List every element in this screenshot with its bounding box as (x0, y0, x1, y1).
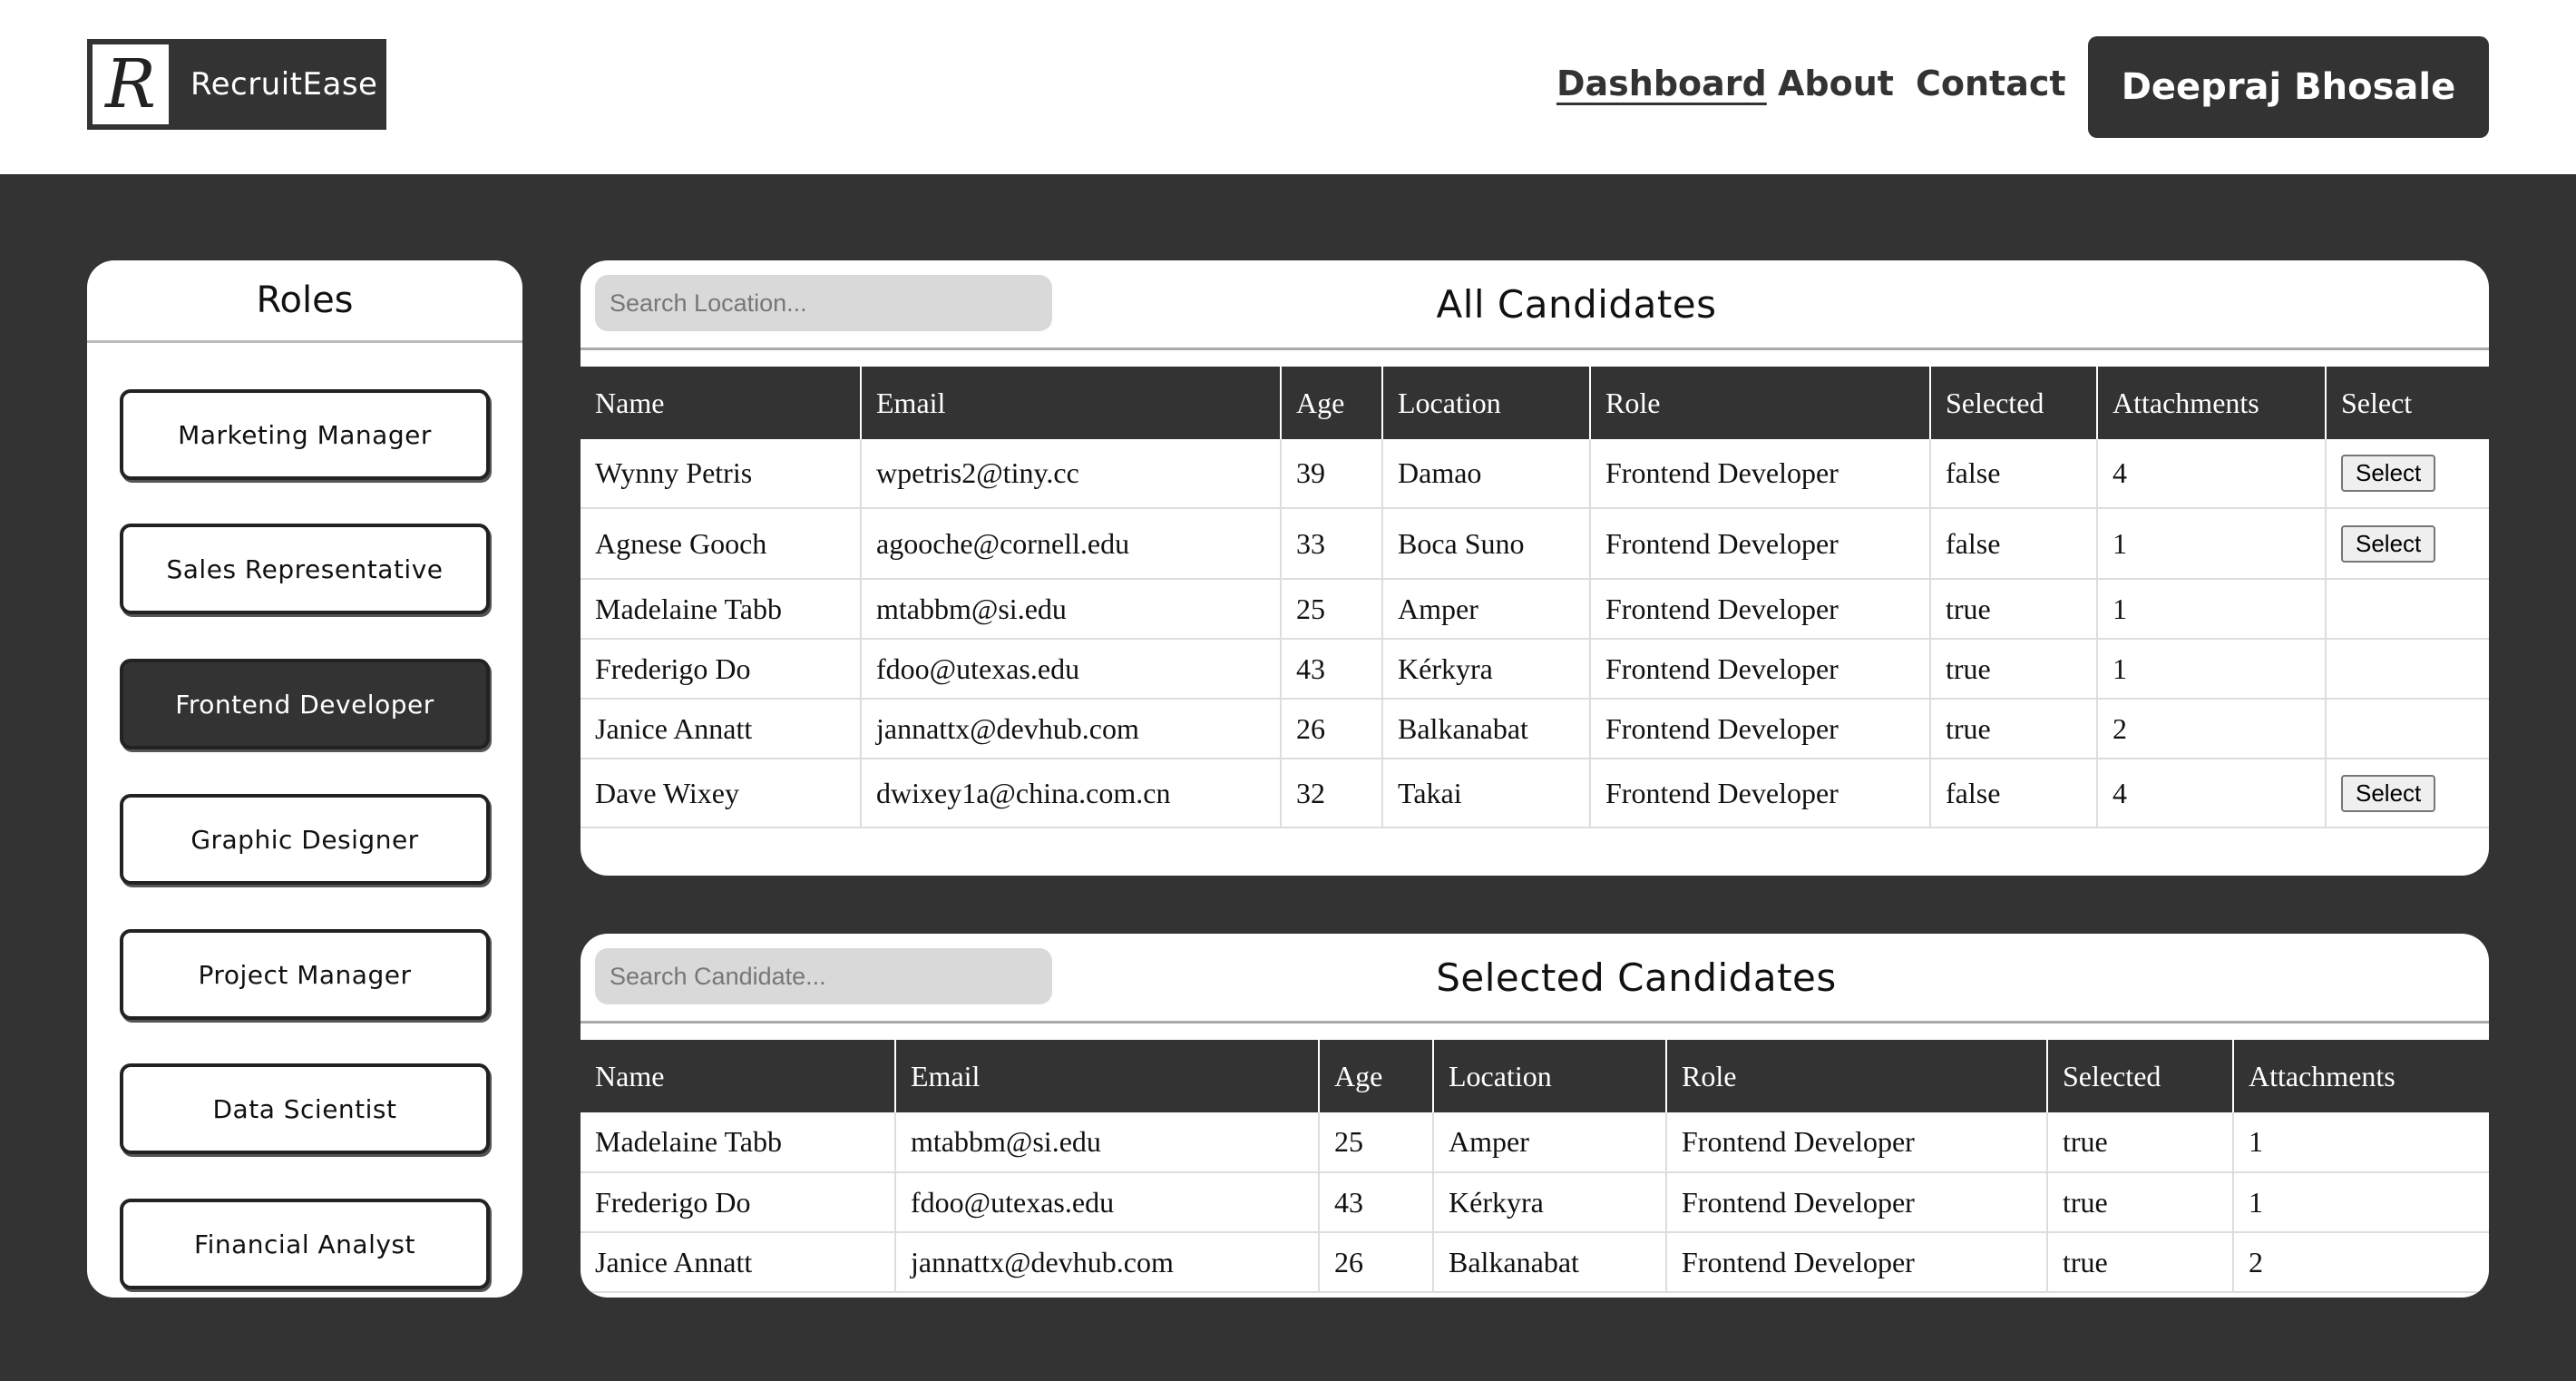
column-header-role: Role (1590, 367, 1930, 439)
app-logo[interactable] (87, 39, 386, 130)
table-row (581, 579, 2489, 639)
table-header-row (581, 1040, 2489, 1112)
table-row (581, 508, 2489, 579)
cell-email: agooche@cornell.edu (861, 508, 1281, 579)
all-candidates-table (581, 367, 2489, 828)
cell-email: mtabbm@si.edu (895, 1112, 1319, 1172)
select-button[interactable]: Select (2341, 525, 2435, 563)
column-header-location: Location (1433, 1040, 1666, 1112)
roles-panel (87, 260, 522, 1298)
cell-age: 25 (1319, 1112, 1433, 1172)
cell-age: 25 (1281, 579, 1382, 639)
cell-select (2326, 699, 2489, 759)
cell-location: Boca Suno (1382, 508, 1590, 579)
table-header-row (581, 367, 2489, 439)
cell-age: 32 (1281, 759, 1382, 828)
cell-name: Frederigo Do (581, 1172, 895, 1232)
cell-email: wpetris2@tiny.cc (861, 439, 1281, 508)
nav-contact-link[interactable]: Contact (1916, 64, 2066, 103)
cell-age: 26 (1319, 1232, 1433, 1292)
cell-name: Madelaine Tabb (581, 579, 861, 639)
cell-role: Frontend Developer (1666, 1232, 2047, 1292)
role-button-project-manager[interactable]: Project Manager (120, 929, 490, 1020)
cell-selected: false (1930, 759, 2097, 828)
cell-email: mtabbm@si.edu (861, 579, 1281, 639)
cell-name: Dave Wixey (581, 759, 861, 828)
column-header-email: Email (895, 1040, 1319, 1112)
column-header-selected: Selected (2047, 1040, 2233, 1112)
cell-attachments: 1 (2097, 508, 2326, 579)
cell-name: Frederigo Do (581, 639, 861, 699)
column-header-attachments: Attachments (2097, 367, 2326, 439)
selected-candidates-table (581, 1040, 2489, 1293)
column-header-role: Role (1666, 1040, 2047, 1112)
user-profile-button[interactable]: Deepraj Bhosale (2088, 36, 2489, 138)
cell-age: 43 (1281, 639, 1382, 699)
all-candidates-title: All Candidates (1436, 281, 1717, 327)
cell-select (2326, 639, 2489, 699)
logo-text: RecruitEase (190, 66, 378, 103)
cell-attachments: 1 (2097, 579, 2326, 639)
column-header-name: Name (581, 1040, 895, 1112)
nav-about-link[interactable]: About (1778, 64, 1894, 103)
column-header-age: Age (1319, 1040, 1433, 1112)
cell-attachments: 2 (2097, 699, 2326, 759)
cell-attachments: 4 (2097, 759, 2326, 828)
cell-location: Amper (1382, 579, 1590, 639)
cell-location: Balkanabat (1433, 1232, 1666, 1292)
table-row (581, 1112, 2489, 1172)
cell-role: Frontend Developer (1590, 759, 1930, 828)
cell-attachments: 1 (2233, 1112, 2489, 1172)
cell-selected: true (2047, 1112, 2233, 1172)
cell-email: dwixey1a@china.com.cn (861, 759, 1281, 828)
cell-age: 26 (1281, 699, 1382, 759)
table-row (581, 1232, 2489, 1292)
selected-candidates-card (581, 934, 2489, 1298)
table-row (581, 439, 2489, 508)
column-header-email: Email (861, 367, 1281, 439)
cell-location: Takai (1382, 759, 1590, 828)
cell-age: 43 (1319, 1172, 1433, 1232)
table-row (581, 699, 2489, 759)
cell-selected: true (1930, 699, 2097, 759)
cell-attachments: 4 (2097, 439, 2326, 508)
role-button-graphic-designer[interactable]: Graphic Designer (120, 794, 490, 885)
card-divider (581, 348, 2489, 350)
cell-selected: true (1930, 639, 2097, 699)
cell-name: Wynny Petris (581, 439, 861, 508)
role-button-frontend-developer[interactable]: Frontend Developer (120, 659, 490, 749)
top-header (0, 0, 2576, 174)
cell-attachments: 2 (2233, 1232, 2489, 1292)
role-button-financial-analyst[interactable]: Financial Analyst (120, 1199, 490, 1289)
card-divider (581, 1021, 2489, 1024)
cell-role: Frontend Developer (1590, 579, 1930, 639)
logo-letter: R (105, 45, 156, 123)
search-candidate-input[interactable] (595, 948, 1052, 1004)
cell-attachments: 1 (2233, 1172, 2489, 1232)
cell-name: Janice Annatt (581, 699, 861, 759)
cell-role: Frontend Developer (1666, 1172, 2047, 1232)
column-header-name: Name (581, 367, 861, 439)
logo-mark-icon (93, 44, 169, 124)
nav-dashboard-link[interactable]: Dashboard (1556, 64, 1767, 103)
select-button[interactable]: Select (2341, 775, 2435, 812)
all-candidates-card (581, 260, 2489, 876)
cell-role: Frontend Developer (1590, 439, 1930, 508)
cell-select (2326, 759, 2489, 828)
table-row (581, 1172, 2489, 1232)
cell-name: Madelaine Tabb (581, 1112, 895, 1172)
cell-location: Amper (1433, 1112, 1666, 1172)
cell-location: Balkanabat (1382, 699, 1590, 759)
column-header-location: Location (1382, 367, 1590, 439)
cell-role: Frontend Developer (1590, 639, 1930, 699)
cell-selected: true (2047, 1172, 2233, 1232)
role-button-sales-representative[interactable]: Sales Representative (120, 524, 490, 614)
column-header-selected: Selected (1930, 367, 2097, 439)
table-row (581, 759, 2489, 828)
column-header-age: Age (1281, 367, 1382, 439)
cell-role: Frontend Developer (1590, 699, 1930, 759)
cell-age: 39 (1281, 439, 1382, 508)
roles-title: Roles (256, 279, 354, 321)
cell-location: Kérkyra (1382, 639, 1590, 699)
cell-select (2326, 439, 2489, 508)
cell-email: jannattx@devhub.com (895, 1232, 1319, 1292)
selected-candidates-title: Selected Candidates (1436, 955, 1837, 1000)
cell-select (2326, 508, 2489, 579)
cell-age: 33 (1281, 508, 1382, 579)
roles-divider (87, 340, 522, 343)
cell-attachments: 1 (2097, 639, 2326, 699)
cell-selected: true (2047, 1232, 2233, 1292)
cell-location: Kérkyra (1433, 1172, 1666, 1232)
cell-selected: false (1930, 508, 2097, 579)
cell-name: Janice Annatt (581, 1232, 895, 1292)
cell-name: Agnese Gooch (581, 508, 861, 579)
search-location-input[interactable] (595, 275, 1052, 331)
cell-role: Frontend Developer (1666, 1112, 2047, 1172)
cell-role: Frontend Developer (1590, 508, 1930, 579)
cell-location: Damao (1382, 439, 1590, 508)
cell-email: jannattx@devhub.com (861, 699, 1281, 759)
cell-selected: false (1930, 439, 2097, 508)
select-button[interactable]: Select (2341, 455, 2435, 492)
cell-selected: true (1930, 579, 2097, 639)
role-button-marketing-manager[interactable]: Marketing Manager (120, 389, 490, 480)
table-row (581, 639, 2489, 699)
cell-email: fdoo@utexas.edu (895, 1172, 1319, 1232)
cell-email: fdoo@utexas.edu (861, 639, 1281, 699)
role-button-data-scientist[interactable]: Data Scientist (120, 1063, 490, 1154)
column-header-select: Select (2326, 367, 2489, 439)
cell-select (2326, 579, 2489, 639)
column-header-attachments: Attachments (2233, 1040, 2489, 1112)
